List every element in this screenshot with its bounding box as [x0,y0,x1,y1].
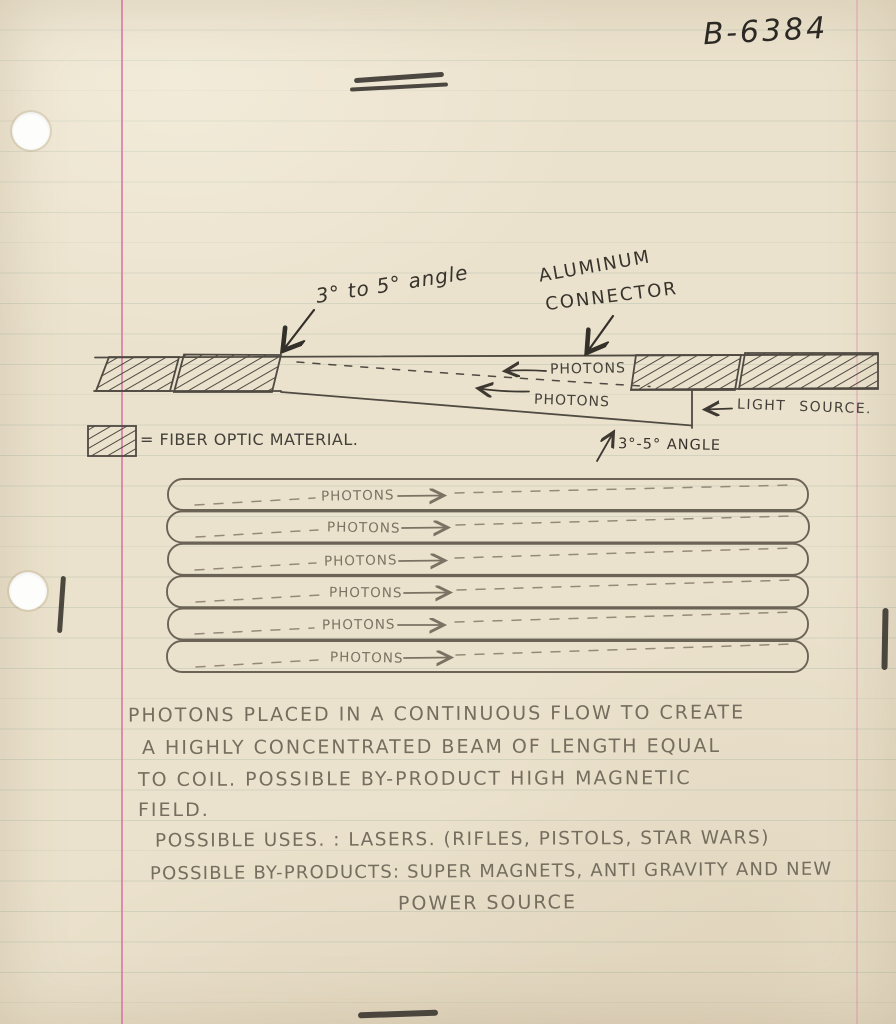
fiber-segment-3 [631,355,741,390]
notes-line-3: TO COIL. POSSIBLE BY-PRODUCT HIGH MAGNETIC [137,767,692,791]
notes-line-7: POWER SOURCE [397,891,577,915]
light-source-label: LIGHT SOURCE. [736,396,873,418]
legend-label: = FIBER OPTIC MATERIAL. [140,430,359,449]
tube-arrow-6 [404,658,450,659]
tube-arrow-4 [404,593,449,594]
photons-arrow-left-2 [479,389,529,392]
legend-hatch-swatch [88,426,136,456]
angle-top-arrow [284,310,314,349]
notes-line-4: FIELD. [138,799,210,821]
angle-bottom-arrow [597,433,613,461]
photon-coil [167,479,809,672]
fiber-segment-2 [174,355,281,393]
light-source-arrow [706,409,732,410]
angle-bottom-label: 3°-5° ANGLE [617,436,722,454]
notes-line-1: PHOTONS PLACED IN A CONTINUOUS FLOW TO CREATE [127,701,746,727]
photons-arrow-left-1 [506,370,546,371]
page-code: B-6384 [702,10,830,53]
tube-label-1: PHOTONS [320,487,395,505]
tube-arrow-2 [402,528,447,529]
tube-label-4: PHOTONS [328,584,403,602]
tube-label-2: PHOTONS [326,519,401,537]
connector-label-line2: CONNECTOR [544,277,680,316]
angle-top-label: 3° to 5° angle [314,260,471,308]
notes-line-2: A HIGHLY CONCENTRATED BEAM OF LENGTH EQUAL [141,734,722,760]
tube-label-6: PHOTONS [329,649,404,667]
fiber-segment-1 [96,357,179,391]
connector-label-line1: ALUMINUM [537,246,653,287]
connector-arrow [588,316,613,351]
notes-line-6: POSSIBLE BY-PRODUCTS: SUPER MAGNETS, ANTI GRAVITY AND NEW [149,858,833,885]
photons-label-2: PHOTONS [533,391,611,411]
photons-label-1: PHOTONS [549,360,627,378]
tube-label-5: PHOTONS [321,616,396,634]
notes-line-5: POSSIBLE USES. : LASERS. (RIFLES, PISTOLS, STAR WARS) [154,827,771,852]
fiber-bar [94,353,878,428]
tube-arrow-3 [399,561,444,562]
fiber-segment-4 [739,353,878,389]
tube-label-3: PHOTONS [323,552,398,570]
tube-arrow-1 [398,496,443,497]
